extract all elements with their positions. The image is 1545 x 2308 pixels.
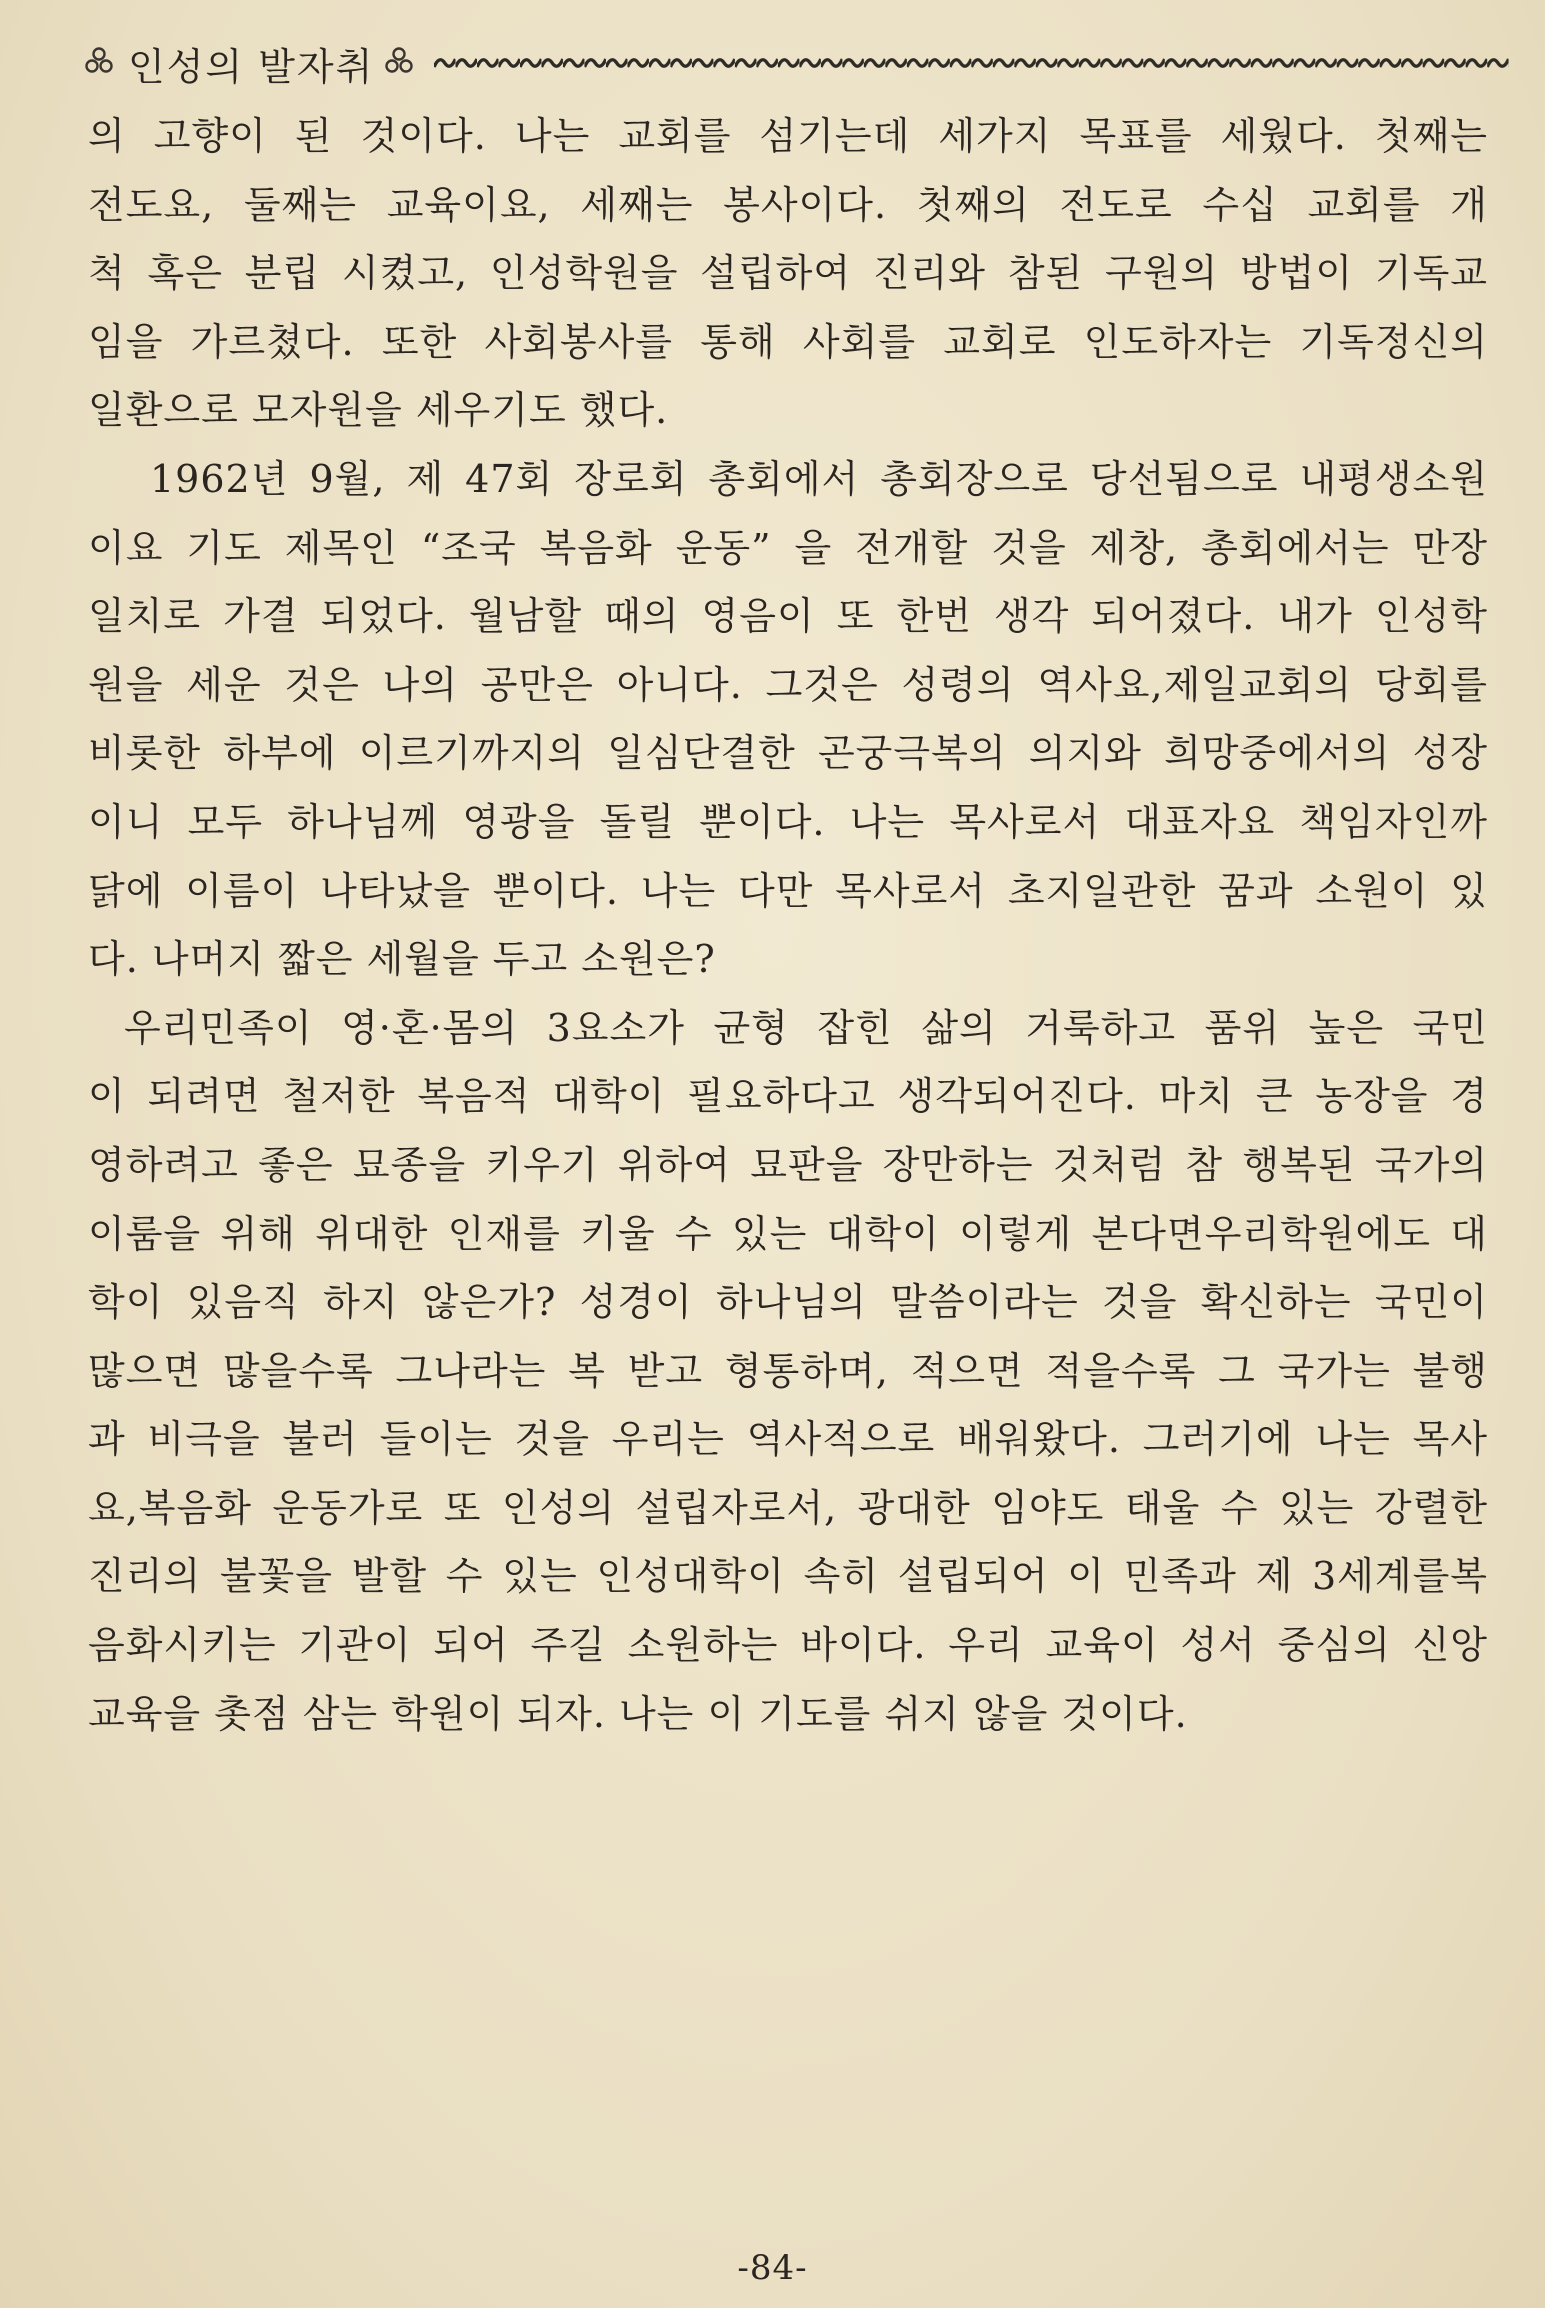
- text-line: 우리민족이 영·혼·몸의 3요소가 균형 잡힌 삶의 거룩하고 품위 높은 국민: [124, 1005, 1488, 1050]
- text-line: 이요 기도 제목인 “조국 복음화 운동” 을 전개할 것을 제창, 총회에서는 만장: [88, 525, 1488, 570]
- text-line: 의 고향이 된 것이다. 나는 교회를 섬기는데 세가지 목표를 세웠다. 첫째는: [88, 114, 1488, 158]
- text-line: 이 되려면 철저한 복음적 대학이 필요하다고 생각되어진다. 마치 큰 농장을 경: [88, 1074, 1488, 1119]
- text-line: 일치로 가결 되었다. 월남할 때의 영음이 또 한번 생각 되어졌다. 내가 인성학: [88, 594, 1488, 639]
- text-line: 교육을 촛점 삼는 학원이 되자. 나는 이 기도를 쉬지 않을 것이다.: [88, 1691, 1188, 1736]
- text-line: 음화시키는 기관이 되어 주길 소원하는 바이다. 우리 교육이 성서 중심의 신앙: [88, 1623, 1488, 1668]
- ornament-icon: [384, 45, 414, 81]
- running-header: [84, 38, 1509, 88]
- text-line: 원을 세운 것은 나의 공만은 아니다. 그것은 성령의 역사요,제일교회의 당회를: [88, 662, 1488, 707]
- running-header-title: 인성의 발자취: [128, 44, 375, 89]
- text-line: 진리의 불꽃을 발할 수 있는 인성대학이 속히 설립되어 이 민족과 제 3세계를복: [88, 1554, 1488, 1599]
- ornament-icon: [84, 45, 114, 81]
- text-line: 영하려고 좋은 묘종을 키우기 위하여 묘판을 장만하는 것처럼 참 행복된 국가의: [88, 1142, 1488, 1187]
- text-line: 일환으로 모자원을 세우기도 했다.: [88, 388, 669, 433]
- text-line: 학이 있음직 하지 않은가? 성경이 하나님의 말씀이라는 것을 확신하는 국민이: [88, 1280, 1488, 1325]
- text-line: 과 비극을 불러 들이는 것을 우리는 역사적으로 배워왔다. 그러기에 나는 목사: [88, 1417, 1488, 1462]
- text-line: 이니 모두 하나님께 영광을 돌릴 뿐이다. 나는 목사로서 대표자요 책임자인까: [88, 799, 1488, 844]
- text-line: 비롯한 하부에 이르기까지의 일심단결한 곤궁극복의 의지와 희망중에서의 성장: [88, 731, 1488, 776]
- text-line: 임을 가르쳤다. 또한 사회봉사를 통해 사회를 교회로 인도하자는 기독정신의: [88, 319, 1488, 364]
- text-line: 1962년 9월, 제 47회 장로회 총회에서 총회장으로 당선됨으로 내평생소원: [150, 456, 1488, 501]
- text-line: 요,복음화 운동가로 또 인성의 설립자로서, 광대한 임야도 태울 수 있는 강렬한: [88, 1485, 1488, 1530]
- text-line: 많으면 많을수록 그나라는 복 받고 형통하며, 적으면 적을수록 그 국가는 불행: [88, 1348, 1488, 1393]
- page-number: -84-: [737, 2248, 808, 2288]
- body-text: [88, 102, 1488, 1748]
- text-line: 척 혹은 분립 시켰고, 인성학원을 설립하여 진리와 참된 구원의 방법이 기독교: [88, 251, 1488, 296]
- text-line: 이룸을 위해 위대한 인재를 키울 수 있는 대학이 이렇게 본다면우리학원에도 대: [88, 1211, 1488, 1256]
- text-line: 다. 나머지 짧은 세월을 두고 소원은?: [88, 937, 716, 982]
- text-line: 닭에 이름이 나타났을 뿐이다. 나는 다만 목사로서 초지일관한 꿈과 소원이 있: [88, 868, 1488, 913]
- text-line: 전도요, 둘째는 교육이요, 세째는 봉사이다. 첫째의 전도로 수십 교회를 개: [88, 182, 1488, 227]
- decorative-wave-rule: [434, 52, 1509, 74]
